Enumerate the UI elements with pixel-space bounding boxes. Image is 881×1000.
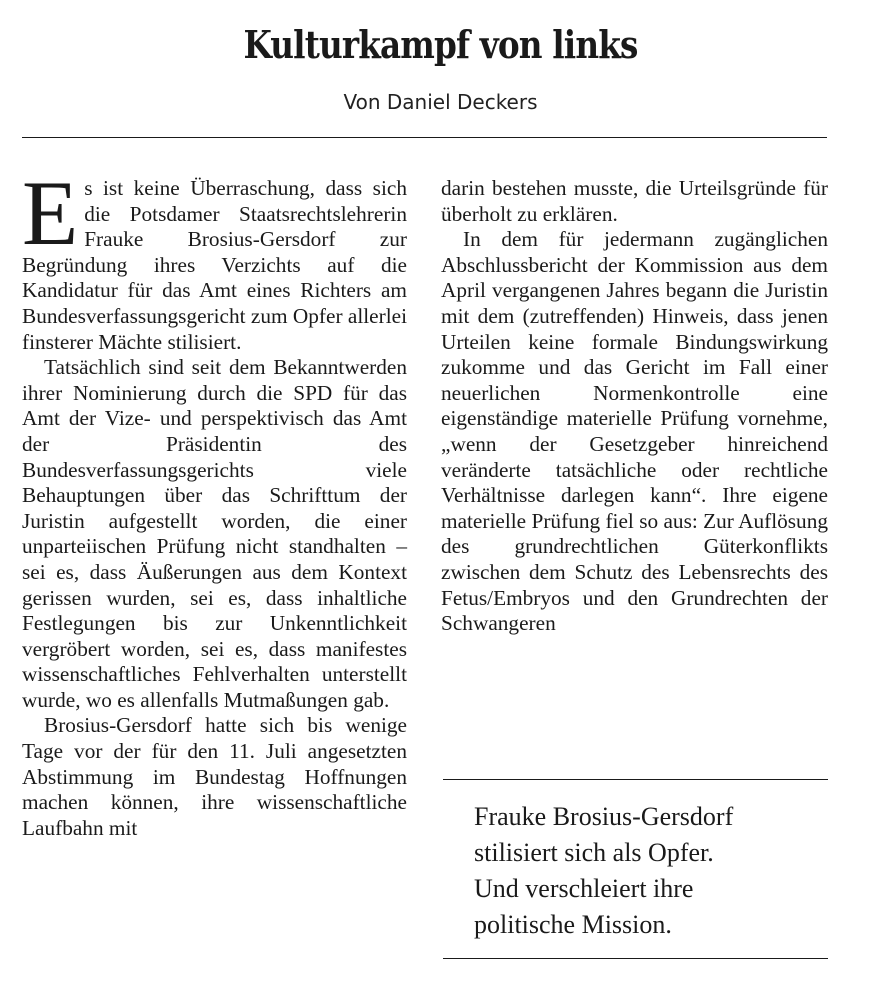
header-divider — [22, 137, 827, 138]
pull-quote-line-2: stilisiert sich als Opfer. — [474, 838, 714, 867]
article-column-left — [22, 162, 407, 841]
article-column-right — [441, 176, 828, 637]
pull-quote-top-rule — [443, 779, 828, 780]
paragraph-1-text: s ist keine Überraschung, dass sich die Potsdamer Staatsrechtslehrerin Frauke Brosius-Gersdorf zur Begründung ihres Verzichts auf die Kandidatur für das Amt eines Richters am Bundesverfassungsgericht zum Opfer allerlei finsterer Mächte stilisiert. — [22, 176, 407, 354]
article-headline: Kulturkampf von links — [243, 22, 638, 67]
pull-quote-line-3: Und verschleiert ihre — [474, 874, 694, 903]
article-byline: Von Daniel Deckers — [343, 90, 538, 114]
pull-quote-line-1: Frauke Brosius-Gersdorf — [474, 802, 734, 831]
paragraph-5: In dem für jedermann zugänglichen Abschlussbericht der Kommission aus dem April vergangenen Jahres begann die Juristin mit dem (zutreffenden) Hinweis, dass jenen Urteilen keine formale Bindungswirkung zukomme und das Gericht im Fall einer neuerlichen Normenkontrolle eine eigenständige materielle Prüfung vornehme, „wenn der Gesetzgeber hinreichend veränderte tatsächliche oder rechtliche Verhältnisse darlegen kann“. Ihre eigene materielle Prüfung fiel so aus: Zur Auflösung des grundrechtlichen Güterkonflikts zwischen dem Schutz des Lebensrechts des Fetus/Embryos und den Grundrechten der Schwangeren — [441, 227, 828, 636]
paragraph-1 — [22, 162, 407, 355]
pull-quote — [474, 799, 814, 943]
pull-quote-bottom-rule — [443, 958, 828, 959]
paragraph-3: Brosius-Gersdorf hatte sich bis wenige Tage vor der für den 11. Juli angesetzten Abstimmung im Bundestag Hoffnungen machen können, ihre wissenschaftliche Laufbahn mit — [22, 713, 407, 840]
drop-cap: E — [22, 162, 79, 264]
paragraph-4: darin bestehen musste, die Urteilsgründe für überholt zu erklären. — [441, 176, 828, 226]
paragraph-2: Tatsächlich sind seit dem Bekanntwerden ihrer Nominierung durch die SPD für das Amt der Vize- und perspektivisch das Amt der Präsidentin des Bundesverfassungsgerichts viele Behauptungen über das Schrifttum der Juristin aufgestellt worden, die einer unparteiischen Prüfung nicht standhalten – sei es, dass Äußerungen aus dem Kontext gerissen wurden, sei es, dass inhaltliche Festlegungen bis zur Unkenntlichkeit vergröbert worden, sei es, dass manifestes wissenschaftliches Fehlverhalten unterstellt wurde, wo es allenfalls Mutmaßungen gab. — [22, 355, 407, 712]
pull-quote-line-4: politische Mission. — [474, 910, 672, 939]
